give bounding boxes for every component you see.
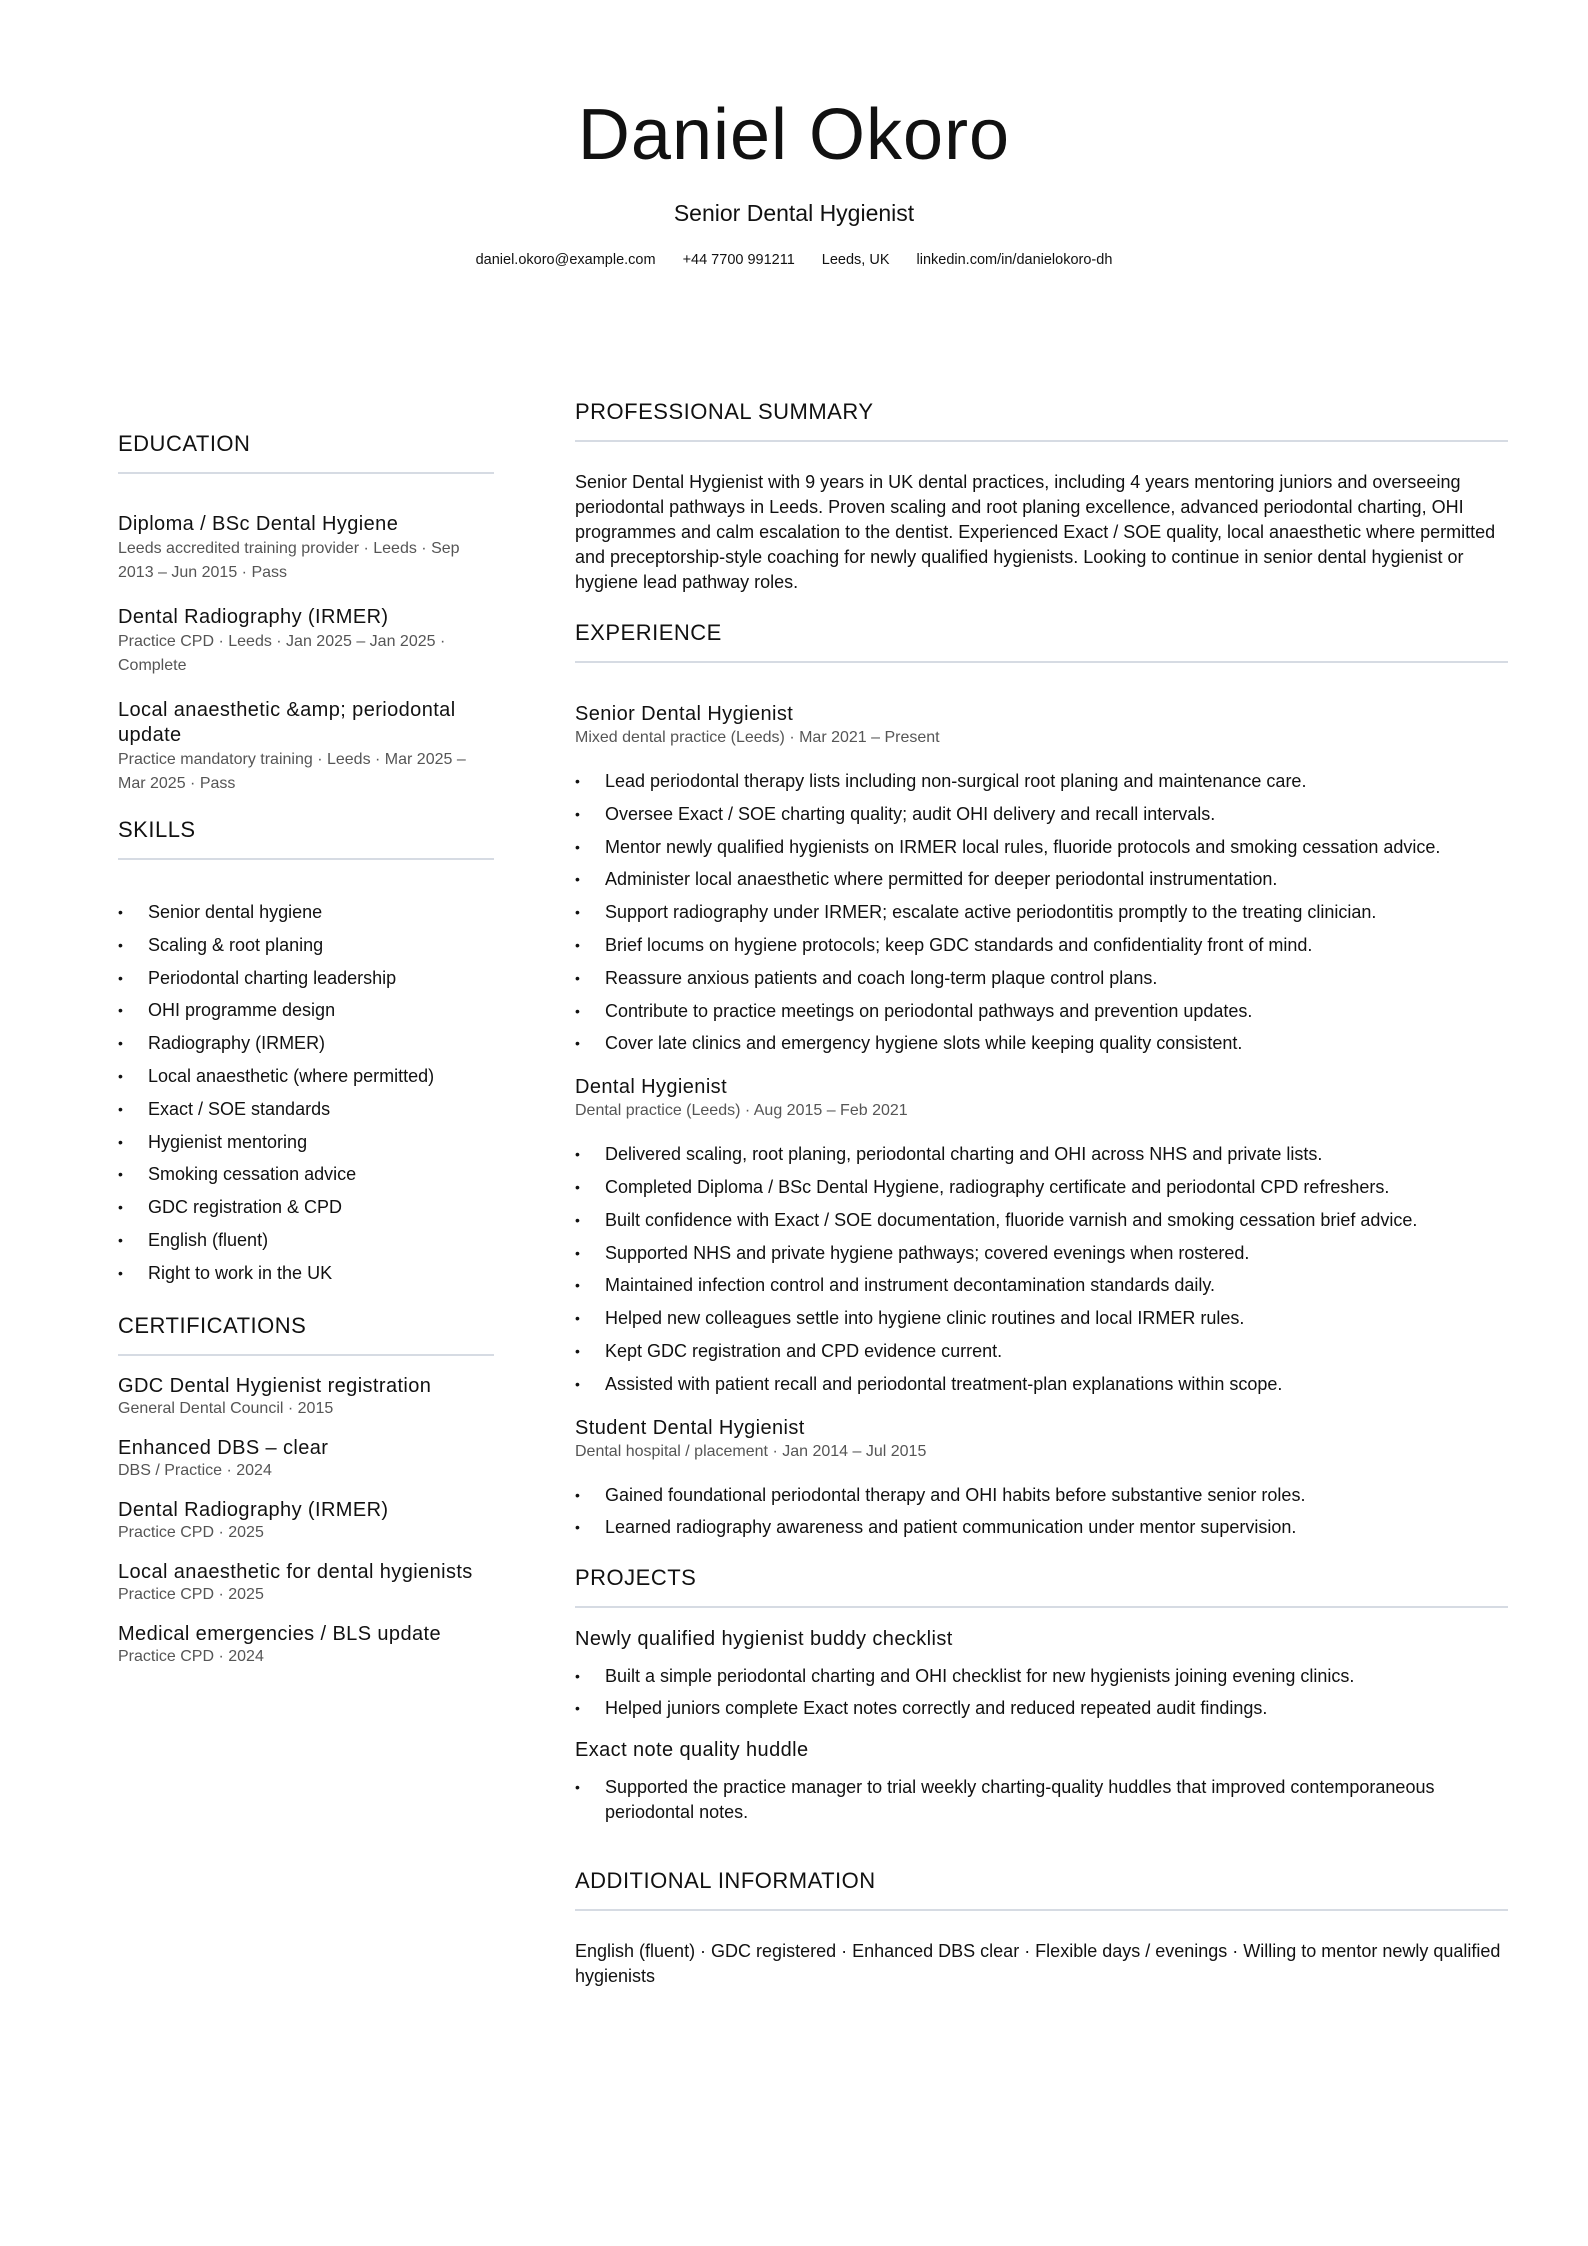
left-column (118, 430, 494, 1684)
skills-heading: SKILLS (118, 817, 196, 842)
additional-text: English (fluent) · GDC registered · Enhanced DBS clear · Flexible days / evenings · Willing to mentor newly qualified hygienists (575, 1941, 1501, 1987)
job-bullets (575, 1138, 1508, 1400)
certification-item (118, 1436, 494, 1481)
additional-section (575, 1867, 1508, 1989)
section-divider (118, 1354, 494, 1356)
job-bullet: • Reassure anxious patients and coach long-term plaque control plans. (575, 962, 1508, 995)
job-title: Senior Dental Hygienist (575, 703, 794, 725)
contact-line (0, 250, 1588, 270)
right-column (575, 398, 1508, 1989)
project-bullet: • Supported the practice manager to trial weekly charting-quality huddles that improved contemporaneous periodontal notes. (575, 1775, 1508, 1825)
certification-title: GDC Dental Hygienist registration (118, 1374, 432, 1397)
certifications-list (118, 1374, 494, 1667)
contact-phone[interactable]: +44 7700 991211 (682, 252, 795, 268)
job-bullet: • Maintained infection control and instrument decontamination standards daily. (575, 1269, 1508, 1302)
education-item (118, 605, 494, 678)
job-bullet: • Supported NHS and private hygiene pathways; covered evenings when rostered. (575, 1237, 1508, 1270)
job-bullet: • Lead periodontal therapy lists including non-surgical root planing and maintenance care. (575, 765, 1508, 798)
certification-meta: Practice CPD · 2024 (118, 1647, 264, 1665)
skill-item: • Senior dental hygiene (118, 896, 494, 929)
project-entry (575, 1626, 1508, 1721)
certification-title: Local anaesthetic for dental hygienists (118, 1560, 473, 1583)
education-item (118, 512, 494, 585)
job-bullet: • Oversee Exact / SOE charting quality; audit OHI delivery and recall intervals. (575, 798, 1508, 831)
job-bullet: • Gained foundational periodontal therapy and OHI habits before substantive senior roles. (575, 1479, 1508, 1512)
job-bullet: • Brief locums on hygiene protocols; keep GDC standards and confidentiality front of mind. (575, 929, 1508, 962)
job-bullet: • Support radiography under IRMER; escalate active periodontitis promptly to the treating clinician. (575, 896, 1508, 929)
project-bullet: • Built a simple periodontal charting and OHI checklist for new hygienists joining evening clinics. (575, 1664, 1508, 1689)
experience-heading: EXPERIENCE (575, 620, 722, 645)
experience-section (575, 619, 1508, 1544)
skill-item: • OHI programme design (118, 994, 494, 1027)
section-divider (118, 858, 494, 860)
education-meta: Practice mandatory training · Leeds · Mar 2025 – Mar 2025 · Pass (118, 751, 466, 792)
certification-meta: Practice CPD · 2025 (118, 1523, 264, 1541)
job-entry (575, 701, 1508, 1060)
section-divider (575, 661, 1508, 663)
projects-heading: PROJECTS (575, 1565, 697, 1591)
education-list (118, 512, 494, 796)
job-bullet: • Assisted with patient recall and periodontal treatment-plan explanations within scope. (575, 1368, 1508, 1401)
job-bullet: • Cover late clinics and emergency hygiene slots while keeping quality consistent. (575, 1027, 1508, 1060)
certification-meta: Practice CPD · 2025 (118, 1585, 264, 1603)
skills-list (118, 896, 494, 1290)
job-title: Dental Hygienist (575, 1076, 728, 1099)
job-bullet: • Learned radiography awareness and patient communication under mentor supervision. (575, 1511, 1508, 1544)
skill-item: • GDC registration & CPD (118, 1191, 494, 1224)
job-meta: Dental hospital / placement · Jan 2014 – Jul 2015 (575, 1442, 927, 1460)
projects-section (575, 1564, 1508, 1825)
job-bullet: • Completed Diploma / BSc Dental Hygiene, radiography certificate and periodontal CPD refreshers. (575, 1171, 1508, 1204)
skill-item: • Local anaesthetic (where permitted) (118, 1060, 494, 1093)
job-title: Student Dental Hygienist (575, 1416, 805, 1439)
certification-item (118, 1498, 494, 1543)
skill-item: • English (fluent) (118, 1224, 494, 1257)
job-entry (575, 1415, 1508, 1545)
section-divider (575, 1909, 1508, 1911)
skill-item: • Right to work in the UK (118, 1257, 494, 1290)
section-divider (575, 440, 1508, 442)
skill-item: • Smoking cessation advice (118, 1158, 494, 1191)
job-bullet: • Helped new colleagues settle into hygiene clinic routines and local IRMER rules. (575, 1302, 1508, 1335)
summary-section (575, 398, 1508, 595)
education-item (118, 698, 494, 796)
skills-section (118, 816, 494, 1290)
summary-heading: PROFESSIONAL SUMMARY (575, 399, 874, 424)
education-title: Local anaesthetic &amp; periodontal update (118, 699, 456, 746)
certification-title: Medical emergencies / BLS update (118, 1622, 441, 1645)
job-bullet: • Contribute to practice meetings on periodontal pathways and prevention updates. (575, 995, 1508, 1028)
job-bullet: • Kept GDC registration and CPD evidence current. (575, 1335, 1508, 1368)
contact-linkedin[interactable]: linkedin.com/in/danielokoro-dh (916, 252, 1113, 268)
project-bullets (575, 1664, 1508, 1721)
skill-item: • Scaling & root planing (118, 929, 494, 962)
job-bullet: • Administer local anaesthetic where permitted for deeper periodontal instrumentation. (575, 863, 1508, 896)
education-title: Dental Radiography (IRMER) (118, 606, 389, 628)
job-bullets (575, 765, 1508, 1060)
education-heading: EDUCATION (118, 431, 251, 456)
education-title: Diploma / BSc Dental Hygiene (118, 513, 399, 535)
summary-text: Senior Dental Hygienist with 9 years in UK dental practices, including 4 years mentoring juniors and overseeing periodontal pathways in Leeds. Proven scaling and root planing excellence, advanced periodontal charting, OHI programmes and calm escalation to the dentist. Experienced Exact / SOE quality, local anaesthetic where permitted and preceptorship-style coaching for newly qualified hygienists. Looking to continue in senior dental hygienist or hygiene lead pathway roles. (575, 472, 1496, 592)
job-entry (575, 1074, 1508, 1400)
job-bullet: • Delivered scaling, root planing, periodontal charting and OHI across NHS and private lists. (575, 1138, 1508, 1171)
project-entry (575, 1737, 1508, 1825)
project-bullet: • Helped juniors complete Exact notes correctly and reduced repeated audit findings. (575, 1696, 1508, 1721)
skill-item: • Hygienist mentoring (118, 1126, 494, 1159)
section-divider (575, 1606, 1508, 1608)
certifications-section (118, 1312, 494, 1667)
candidate-name: Daniel Okoro (577, 95, 1011, 175)
education-section (118, 430, 494, 796)
certifications-heading: CERTIFICATIONS (118, 1312, 307, 1338)
project-title: Newly qualified hygienist buddy checklist (575, 1628, 953, 1651)
skill-item: • Periodontal charting leadership (118, 962, 494, 995)
project-title: Exact note quality huddle (575, 1739, 809, 1762)
additional-heading: ADDITIONAL INFORMATION (575, 1868, 876, 1894)
skill-item: • Exact / SOE standards (118, 1093, 494, 1126)
skill-item: • Radiography (IRMER) (118, 1027, 494, 1060)
certification-meta: General Dental Council · 2015 (118, 1399, 334, 1417)
certification-item (118, 1374, 494, 1419)
job-meta: Dental practice (Leeds) · Aug 2015 – Feb 2021 (575, 1102, 908, 1120)
job-bullet: • Mentor newly qualified hygienists on IRMER local rules, fluoride protocols and smoking cessation advice. (575, 831, 1508, 864)
education-meta: Practice CPD · Leeds · Jan 2025 – Jan 2025 · Complete (118, 633, 446, 674)
certification-item (118, 1622, 494, 1667)
certification-meta: DBS / Practice · 2024 (118, 1461, 272, 1479)
job-bullet: • Built confidence with Exact / SOE documentation, fluoride varnish and smoking cessation brief advice. (575, 1204, 1508, 1237)
certification-title: Enhanced DBS – clear (118, 1436, 329, 1459)
certification-item (118, 1560, 494, 1605)
education-meta: Leeds accredited training provider · Leeds · Sep 2013 – Jun 2015 · Pass (118, 540, 460, 581)
certification-title: Dental Radiography (IRMER) (118, 1498, 389, 1521)
job-bullets (575, 1479, 1508, 1545)
contact-location: Leeds, UK (821, 252, 890, 268)
contact-email[interactable]: daniel.okoro@example.com (475, 252, 656, 268)
project-bullets (575, 1775, 1508, 1825)
job-meta: Mixed dental practice (Leeds) · Mar 2021 – Present (575, 729, 940, 746)
section-divider (118, 472, 494, 474)
resume-header (0, 90, 1588, 270)
candidate-headline: Senior Dental Hygienist (673, 200, 915, 226)
